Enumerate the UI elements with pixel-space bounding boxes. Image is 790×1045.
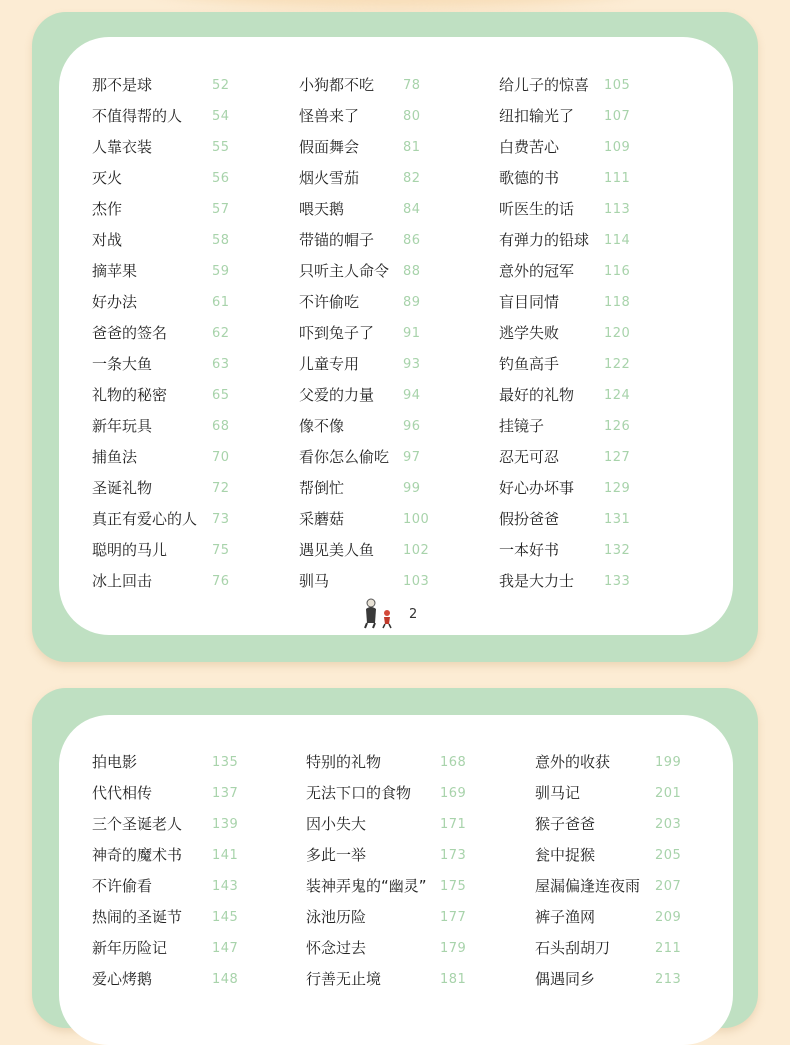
toc-entry-page-number: 131 <box>604 512 631 527</box>
toc-entry-page-number: 55 <box>212 140 230 155</box>
toc-entry-title: 小狗都不吃 <box>299 76 375 94</box>
toc-entry-title: 圣诞礼物 <box>92 479 153 497</box>
toc-entry-page-number: 169 <box>440 786 467 801</box>
toc-entry-page-number: 126 <box>604 419 631 434</box>
toc-entry-title: 爱心烤鹅 <box>92 970 153 988</box>
toc-entry-title: 对战 <box>92 231 123 249</box>
toc-entry-title: 新年历险记 <box>92 939 168 957</box>
toc-entry-page-number: 148 <box>212 972 239 987</box>
toc-entry-page-number: 133 <box>604 574 631 589</box>
toc-entry-title: 有弹力的铅球 <box>499 231 590 249</box>
toc-entry-title: 采蘑菇 <box>299 510 345 528</box>
toc-entry-page-number: 181 <box>440 972 467 987</box>
toc-entry-page-number: 103 <box>403 574 430 589</box>
toc-entry-title: 瓮中捉猴 <box>535 846 596 864</box>
toc-entry-title: 神奇的魔术书 <box>92 846 183 864</box>
toc-entry-page-number: 54 <box>212 109 230 124</box>
toc-entry-page-number: 105 <box>604 78 631 93</box>
toc-entry-page-number: 118 <box>604 295 631 310</box>
toc-panel-1 <box>32 12 758 662</box>
toc-card-1 <box>59 37 733 635</box>
toc-entry-title: 好心办坏事 <box>499 479 575 497</box>
toc-entry-title: 无法下口的食物 <box>306 784 412 802</box>
toc-entry-title: 三个圣诞老人 <box>92 815 183 833</box>
toc-entry-title: 帮倒忙 <box>299 479 345 497</box>
toc-entry-title: 看你怎么偷吃 <box>299 448 390 466</box>
toc-entry-page-number: 120 <box>604 326 631 341</box>
toc-entry-page-number: 58 <box>212 233 230 248</box>
toc-entry-page-number: 89 <box>403 295 421 310</box>
toc-entry-title: 好办法 <box>92 293 138 311</box>
toc-panel-2 <box>32 688 758 1028</box>
toc-entry-title: 冰上回击 <box>92 572 153 590</box>
toc-entry-page-number: 129 <box>604 481 631 496</box>
toc-entry-title: 不值得帮的人 <box>92 107 183 125</box>
toc-entry-page-number: 65 <box>212 388 230 403</box>
toc-entry-title: 灭火 <box>92 169 123 187</box>
toc-entry-page-number: 147 <box>212 941 239 956</box>
toc-entry-page-number: 109 <box>604 140 631 155</box>
toc-entry-page-number: 135 <box>212 755 239 770</box>
toc-entry-page-number: 84 <box>403 202 421 217</box>
toc-entry-page-number: 203 <box>655 817 682 832</box>
toc-entry-title: 忍无可忍 <box>499 448 560 466</box>
toc-entry-title: 父爱的力量 <box>299 386 375 404</box>
toc-entry-title: 人靠衣装 <box>92 138 153 156</box>
toc-entry-page-number: 82 <box>403 171 421 186</box>
toc-entry-page-number: 137 <box>212 786 239 801</box>
toc-entry-page-number: 111 <box>604 171 631 186</box>
toc-entry-page-number: 124 <box>604 388 631 403</box>
toc-entry-page-number: 211 <box>655 941 682 956</box>
toc-entry-title: 不许偷吃 <box>299 293 360 311</box>
toc-entry-page-number: 81 <box>403 140 421 155</box>
toc-entry-title: 杰作 <box>92 200 123 218</box>
toc-entry-title: 听医生的话 <box>499 200 575 218</box>
toc-entry-title: 泳池历险 <box>306 908 367 926</box>
toc-entry-page-number: 205 <box>655 848 682 863</box>
toc-entry-title: 不许偷看 <box>92 877 153 895</box>
toc-entry-page-number: 59 <box>212 264 230 279</box>
toc-entry-page-number: 72 <box>212 481 230 496</box>
toc-entry-title: 假扮爸爸 <box>499 510 560 528</box>
toc-entry-page-number: 114 <box>604 233 631 248</box>
toc-entry-page-number: 80 <box>403 109 421 124</box>
toc-entry-page-number: 70 <box>212 450 230 465</box>
toc-card-2 <box>59 715 733 1045</box>
toc-entry-page-number: 56 <box>212 171 230 186</box>
toc-entry-page-number: 52 <box>212 78 230 93</box>
toc-entry-page-number: 113 <box>604 202 631 217</box>
toc-entry-page-number: 145 <box>212 910 239 925</box>
toc-entry-title: 盲目同情 <box>499 293 560 311</box>
toc-entry-page-number: 94 <box>403 388 421 403</box>
toc-entry-title: 那不是球 <box>92 76 153 94</box>
toc-entry-page-number: 127 <box>604 450 631 465</box>
toc-entry-title: 热闹的圣诞节 <box>92 908 183 926</box>
toc-entry-title: 新年玩具 <box>92 417 153 435</box>
toc-entry-title: 烟火雪茄 <box>299 169 360 187</box>
toc-entry-title: 爸爸的签名 <box>92 324 168 342</box>
toc-entry-page-number: 141 <box>212 848 239 863</box>
toc-entry-title: 石头刮胡刀 <box>535 939 611 957</box>
toc-entry-page-number: 116 <box>604 264 631 279</box>
toc-entry-page-number: 96 <box>403 419 421 434</box>
toc-entry-page-number: 75 <box>212 543 230 558</box>
toc-entry-title: 怪兽来了 <box>299 107 360 125</box>
toc-entry-title: 纽扣输光了 <box>499 107 575 125</box>
toc-entry-title: 像不像 <box>299 417 345 435</box>
toc-entry-title: 行善无止境 <box>306 970 382 988</box>
toc-entry-page-number: 88 <box>403 264 421 279</box>
toc-entry-page-number: 132 <box>604 543 631 558</box>
toc-entry-title: 驯马记 <box>535 784 581 802</box>
toc-entry-title: 钓鱼高手 <box>499 355 560 373</box>
top-shadow-decoration <box>150 0 640 8</box>
toc-entry-title: 一条大鱼 <box>92 355 153 373</box>
toc-entry-page-number: 175 <box>440 879 467 894</box>
toc-entry-page-number: 76 <box>212 574 230 589</box>
toc-entry-title: 聪明的马儿 <box>92 541 168 559</box>
toc-entry-page-number: 143 <box>212 879 239 894</box>
toc-entry-title: 意外的收获 <box>535 753 611 771</box>
toc-entry-page-number: 168 <box>440 755 467 770</box>
toc-entry-title: 怀念过去 <box>306 939 367 957</box>
toc-entry-title: 偶遇同乡 <box>535 970 596 988</box>
toc-entry-title: 一本好书 <box>499 541 560 559</box>
toc-entry-page-number: 179 <box>440 941 467 956</box>
toc-entry-page-number: 62 <box>212 326 230 341</box>
toc-entry-title: 逃学失败 <box>499 324 560 342</box>
page-footer <box>361 597 441 631</box>
toc-entry-page-number: 97 <box>403 450 421 465</box>
toc-entry-title: 裤子渔网 <box>535 908 596 926</box>
toc-entry-title: 最好的礼物 <box>499 386 575 404</box>
toc-entry-title: 给儿子的惊喜 <box>499 76 590 94</box>
toc-entry-page-number: 73 <box>212 512 230 527</box>
toc-entry-title: 多此一举 <box>306 846 367 864</box>
toc-entry-title: 屋漏偏逢连夜雨 <box>535 877 641 895</box>
toc-entry-page-number: 209 <box>655 910 682 925</box>
toc-entry-page-number: 61 <box>212 295 230 310</box>
toc-entry-title: 特别的礼物 <box>306 753 382 771</box>
toc-entry-title: 摘苹果 <box>92 262 138 280</box>
toc-entry-title: 儿童专用 <box>299 355 360 373</box>
toc-entry-title: 拍电影 <box>92 753 138 771</box>
toc-entry-page-number: 91 <box>403 326 421 341</box>
toc-entry-page-number: 93 <box>403 357 421 372</box>
toc-entry-page-number: 107 <box>604 109 631 124</box>
toc-entry-title: 代代相传 <box>92 784 153 802</box>
toc-entry-title: 真正有爱心的人 <box>92 510 198 528</box>
toc-entry-title: 只听主人命令 <box>299 262 390 280</box>
toc-entry-title: 因小失大 <box>306 815 367 833</box>
toc-entry-title: 驯马 <box>299 572 330 590</box>
toc-entry-title: 歌德的书 <box>499 169 560 187</box>
toc-entry-title: 吓到兔子了 <box>299 324 375 342</box>
toc-entry-page-number: 57 <box>212 202 230 217</box>
toc-entry-title: 意外的冠军 <box>499 262 575 280</box>
father-son-illustration <box>361 597 397 631</box>
toc-entry-page-number: 139 <box>212 817 239 832</box>
toc-entry-title: 喂天鹅 <box>299 200 345 218</box>
toc-entry-title: 猴子爸爸 <box>535 815 596 833</box>
toc-entry-page-number: 78 <box>403 78 421 93</box>
toc-entry-page-number: 102 <box>403 543 430 558</box>
toc-entry-page-number: 63 <box>212 357 230 372</box>
toc-entry-page-number: 68 <box>212 419 230 434</box>
toc-entry-page-number: 173 <box>440 848 467 863</box>
toc-entry-title: 装神弄鬼的“幽灵” <box>306 877 427 895</box>
toc-entry-page-number: 201 <box>655 786 682 801</box>
toc-entry-page-number: 122 <box>604 357 631 372</box>
toc-entry-page-number: 177 <box>440 910 467 925</box>
toc-entry-page-number: 100 <box>403 512 430 527</box>
toc-entry-page-number: 199 <box>655 755 682 770</box>
page-number: 2 <box>409 607 418 622</box>
toc-entry-title: 带锚的帽子 <box>299 231 375 249</box>
toc-entry-page-number: 213 <box>655 972 682 987</box>
toc-entry-title: 遇见美人鱼 <box>299 541 375 559</box>
toc-entry-page-number: 99 <box>403 481 421 496</box>
toc-entry-page-number: 207 <box>655 879 682 894</box>
toc-entry-page-number: 86 <box>403 233 421 248</box>
toc-entry-title: 我是大力士 <box>499 572 575 590</box>
toc-entry-title: 假面舞会 <box>299 138 360 156</box>
toc-entry-page-number: 171 <box>440 817 467 832</box>
toc-entry-title: 捕鱼法 <box>92 448 138 466</box>
toc-entry-title: 白费苦心 <box>499 138 560 156</box>
toc-entry-title: 挂镜子 <box>499 417 545 435</box>
toc-entry-title: 礼物的秘密 <box>92 386 168 404</box>
